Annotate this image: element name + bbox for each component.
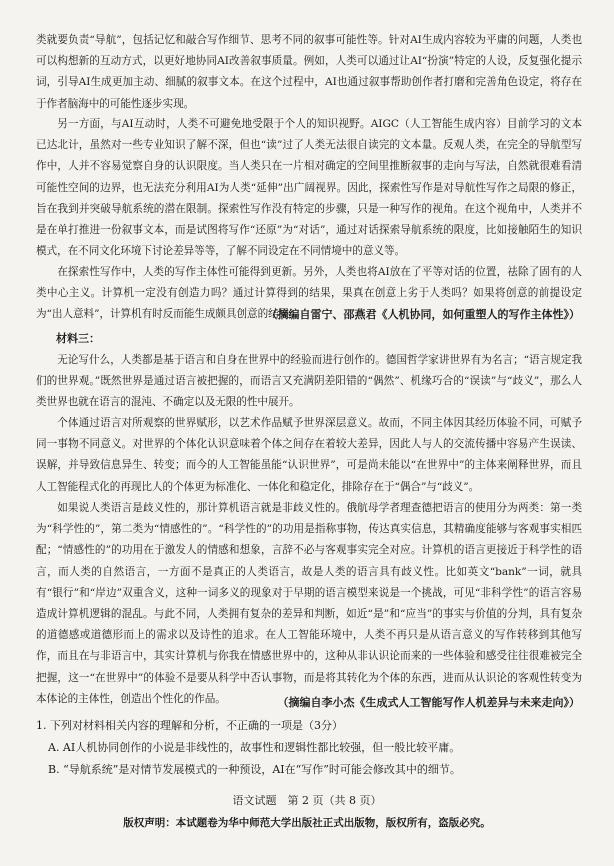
- paragraph-navigation-continued: 类就要负责“导航”，包括记忆和敲合写作细节、思考不同的叙事可能性等。针对AI生成内容较为平庸的问题，人类也可以构想新的互动方式，以更好地协同AI改善叙事质量。例如，人类可以通过让AI“扮演”特定的人设，反复强化提示词，引导AI生成更加主动、细腻的叙事文本。在这个过程中，AI也通过叙事帮助创作者打磨和完善角色设定，将存在于作者脑海中的可能性逐步实现。: [36, 34, 582, 110]
- question-option-a: A. AI人机协同创作的小说是非线性的，故事性和逻辑性都比较强，但一般比较平庸。: [48, 741, 461, 754]
- question-stem: 1. 下列对材料相关内容的理解和分析，不正确的一项是（3分）: [36, 719, 343, 732]
- paragraph-ambiguity: 如果说人类语言是歧义性的，那计算机语言就是非歧义性的。俄航母学者理查德把语言的使用分为两类：第一类为“科学性的”，第二类为“情感性的”。“科学性的”的功用是指称事物，传达真实信息，其精确度能够与客观事实相匹配；“情感性的”的功用在于激发人的情感和想象，言辞不必与客观事实完全对应。计算机的语言更接近于科学性的语言，而人类的自然语言，一方面不是真正的人类语言，故是人类的语言具有歧义性。比如英文“bank”一词，就具有“银行”和“岸边”双重含义，这种一词多义的现象对于早期的语言模型来说是一个挑战，可见“非科学性”的语言容易造成计算机逻辑的混乱。与此不同，人类拥有复杂的差异和判断，如近“是”和“应当”的事实与价值的分判，具有复杂的道德感或道德形而上的需求以及诗性的追求。在人工智能环境中，人类不再只是从语言意义的写作转移到其他写作，而且在与非语言中，其实计算机与你我在情感世界中的，这种从非认识论而来的一些体验和感受往往很难被完全把握，这一“在世界中”的体验不是要从科学中否认事物，而是将其转化为个体的东西，进而从认识论的客观性转变为本体论的主体性，创造出个性化的作品。: [36, 502, 582, 705]
- source-citation-material-two: （摘编自雷宁、邵燕君《人机协同，如何重塑人的写作主体性》）: [266, 308, 580, 321]
- question-option-b: B. “导航系统”是对情节发展模式的一种预设，AI在“写作”时可能会修改其中的细节。: [48, 763, 461, 776]
- paragraph-language-world: 无论写什么，人类都是基于语言和自身在世界中的经验而进行创作的。德国哲学家讲世界有为名言；“语言规定我们的世界观。”既然世界是通过语言被把握的，而语言又充满阴差阳错的“偶然”、机缘巧合的“误读”与“歧义”，那么人类世界也就在语言的混沌、不确定以及无限的性中展开。: [36, 354, 582, 409]
- paragraph-writing-subjectivity: 在探索性写作中，人类的写作主体性可能得到更新。另外，人类也将AI放在了平等对话的位置，祛除了固有的人类中心主义。计算机一定没有创造力吗？通过计算得到的结果，果真在创意上劣于人类吗？如果将创意的前提设定为“出人意料”，计算机有时反而能生成颇具创意的结果。: [36, 266, 582, 321]
- material-three-heading: 材料三：: [56, 332, 100, 345]
- paragraph-individual-meaning: 个体通过语言对所观察的世界赋形，以艺术作品赋予世界深层意义。故而，不同主体因其经历体验不同，可赋予同一事物不同意义。对世界的个体化认识意味着个体之间存在着较大差异，因此人与人的交流传播中容易产生误读、误解，并导致信息异生、转变；而今的人工智能虽能“认识世界”，可是尚未能以“在世界中”的主体来阐释世界，而且人工智能程式化的再现比人的个体更为标准化、一体化和稳定化，排除存在于“偶合”与“歧义”。: [36, 417, 582, 493]
- paragraph-exploratory-writing: 另一方面，与AI互动时，人类不可避免地受限于个人的知识视野。AIGC（人工智能生成内容）目前学习的文本已达北计，虽然对一些专业知识了解不深，但也“读”过了人类无法很自读完的文本量。反观人类，在完全的导航型写作中，人并不容易觉察自身的认识限度。当人类只在一片相对确定的空间里推断叙事的走向与写法，自然就很难看清可能性空间的边界，也无法充分利用AI为人类“延伸”出广阔视界。因此，探索性写作是对导航性写作之局限的修正，旨在我到并突破导航系统的潜在限制。探索性写作没有特定的步骤，只是一种写作的视角。在这个视角中，人类并不是在单打推进一份叙事文本，而是试图将写作“还原”为“对话”，通过对话探索导航系统的限度，比如接触陌生的知识模式，在不同文化环境下讨论差异等等，了解不同设定在不同情境中的意义等。: [36, 118, 582, 258]
- source-citation-material-three: （摘编自李小杰《生成式人工智能写作人机差异与未来走向》）: [277, 696, 580, 709]
- copyright-notice: 版权声明：本试题卷为华中师范大学出版社正式出版物，版权所有，盗版必究。: [123, 817, 491, 829]
- page-footer: 语文试题 第 2 页（共 8 页）: [232, 794, 382, 807]
